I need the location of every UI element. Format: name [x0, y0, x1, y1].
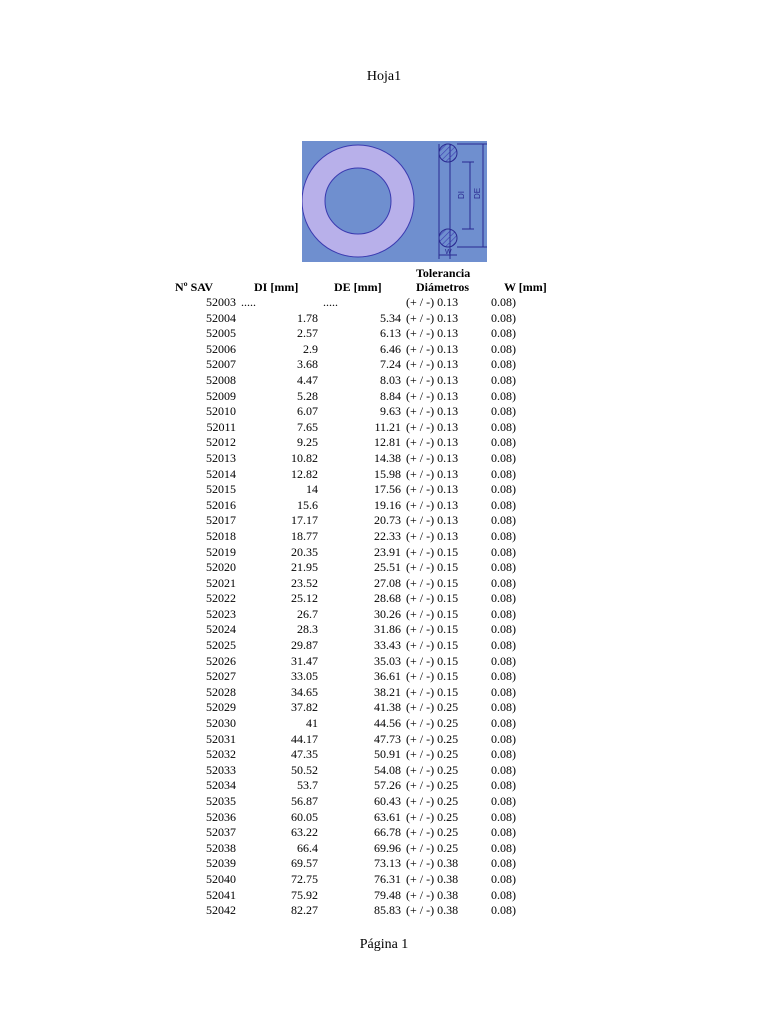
cell-de: .....	[323, 295, 338, 309]
cell-de: 25.51	[374, 560, 401, 575]
cell-w: 0.08)	[491, 794, 516, 808]
cell-sav: 52035	[206, 794, 236, 808]
cell-w: 0.08)	[491, 466, 516, 481]
table-row	[0, 700, 768, 716]
cell-di: 50.52	[291, 762, 318, 777]
cell-w: 0.08)	[491, 404, 516, 419]
cell-w: 0.08)	[491, 372, 516, 387]
cell-de: 9.63	[380, 404, 401, 419]
header-sav: Nº SAV	[175, 280, 214, 294]
cell-w: 0.08)	[491, 825, 516, 840]
cell-w: 0.08)	[491, 700, 516, 715]
cell-w: 0.08)	[491, 528, 516, 543]
cell-tolerance: (+ / -) 0.13	[406, 295, 459, 309]
cell-di: 25.12	[291, 591, 318, 606]
cell-w: 0.08)	[491, 887, 516, 902]
table-row	[0, 560, 768, 576]
cell-tolerance: (+ / -) 0.25	[406, 778, 459, 793]
cell-de: 23.91	[374, 544, 401, 559]
cell-di: 26.7	[297, 606, 318, 621]
header-de: DE [mm]	[334, 280, 382, 294]
cell-w: 0.08)	[491, 840, 516, 855]
table-row	[0, 888, 768, 904]
cell-w: 0.08)	[491, 856, 516, 871]
cell-w: 0.08)	[491, 762, 516, 777]
cell-sav: 52023	[206, 606, 236, 621]
cell-tolerance: (+ / -) 0.38	[406, 887, 459, 902]
table-row	[0, 311, 768, 327]
cell-w: 0.08)	[491, 871, 516, 886]
cell-tolerance: (+ / -) 0.13	[406, 450, 459, 465]
cell-di: 23.52	[291, 575, 318, 590]
table-row	[0, 342, 768, 358]
cell-de: 54.08	[374, 762, 401, 777]
w-label: W	[445, 249, 452, 256]
cell-de: 12.81	[374, 435, 401, 450]
table-row	[0, 357, 768, 373]
cell-di: 60.05	[291, 809, 318, 824]
cell-w: 0.08)	[491, 591, 516, 606]
cell-di: 2.57	[297, 326, 318, 341]
cell-sav: 52018	[206, 528, 236, 543]
cell-di: 3.68	[297, 357, 318, 372]
cell-tolerance: (+ / -) 0.13	[406, 326, 459, 341]
cell-de: 28.68	[374, 591, 401, 606]
cell-de: 8.03	[380, 372, 401, 387]
cell-sav: 52015	[206, 482, 236, 497]
cell-tolerance: (+ / -) 0.13	[406, 341, 459, 356]
cell-tolerance: (+ / -) 0.13	[406, 482, 459, 497]
cell-sav: 52012	[206, 435, 236, 450]
cell-w: 0.08)	[491, 341, 516, 356]
table-row	[0, 810, 768, 826]
cell-w: 0.08)	[491, 731, 516, 746]
cell-tolerance: (+ / -) 0.15	[406, 544, 459, 559]
cell-sav: 52037	[206, 825, 236, 840]
cell-w: 0.08)	[491, 326, 516, 341]
cell-sav: 52034	[206, 778, 236, 793]
cell-tolerance: (+ / -) 0.13	[406, 513, 459, 528]
cell-w: 0.08)	[491, 295, 516, 309]
table-row	[0, 716, 768, 732]
cell-tolerance: (+ / -) 0.13	[406, 466, 459, 481]
cell-tolerance: (+ / -) 0.15	[406, 653, 459, 668]
cell-w: 0.08)	[491, 435, 516, 450]
table-row	[0, 498, 768, 514]
cell-di: 15.6	[297, 497, 318, 512]
cell-sav: 52038	[206, 840, 236, 855]
section-bottom	[439, 229, 457, 247]
header-tolerance-line1: Tolerancia	[416, 266, 471, 280]
table-row	[0, 404, 768, 420]
cell-de: 50.91	[374, 747, 401, 762]
cell-de: 6.13	[380, 326, 401, 341]
table-row	[0, 591, 768, 607]
cell-de: 5.34	[380, 310, 401, 325]
cell-de: 30.26	[374, 606, 401, 621]
cell-w: 0.08)	[491, 482, 516, 497]
cell-di: 31.47	[291, 653, 318, 668]
cell-w: 0.08)	[491, 606, 516, 621]
table-row	[0, 763, 768, 779]
cell-tolerance: (+ / -) 0.13	[406, 357, 459, 372]
sheet-title: Hoja1	[366, 69, 402, 84]
table-row	[0, 451, 768, 467]
cell-tolerance: (+ / -) 0.13	[406, 528, 459, 543]
cell-w: 0.08)	[491, 638, 516, 653]
cell-de: 6.46	[380, 341, 401, 356]
table-row	[0, 825, 768, 841]
cell-w: 0.08)	[491, 388, 516, 403]
cell-sav: 52005	[206, 326, 236, 341]
cell-de: 17.56	[374, 482, 401, 497]
cell-sav: 52030	[206, 716, 236, 731]
cell-di: 34.65	[291, 684, 318, 699]
cell-di: 9.25	[297, 435, 318, 450]
table-row	[0, 654, 768, 670]
cell-w: 0.08)	[491, 778, 516, 793]
table-row	[0, 778, 768, 794]
cell-tolerance: (+ / -) 0.15	[406, 560, 459, 575]
cell-sav: 52032	[206, 747, 236, 762]
cell-w: 0.08)	[491, 684, 516, 699]
cell-di: 82.27	[291, 903, 318, 918]
header-tolerance-line2: Diámetros	[416, 280, 470, 294]
cell-de: 63.61	[374, 809, 401, 824]
cell-di: 69.57	[291, 856, 318, 871]
cell-de: 8.84	[380, 388, 401, 403]
cell-di: 33.05	[291, 669, 318, 684]
cell-de: 33.43	[374, 638, 401, 653]
cell-de: 85.83	[374, 903, 401, 918]
cell-w: 0.08)	[491, 450, 516, 465]
table-row	[0, 373, 768, 389]
cell-sav: 52029	[206, 700, 236, 715]
cell-de: 69.96	[374, 840, 401, 855]
cell-de: 57.26	[374, 778, 401, 793]
cell-w: 0.08)	[491, 560, 516, 575]
cell-sav: 52003	[206, 295, 236, 309]
cell-sav: 52017	[206, 513, 236, 528]
cell-w: 0.08)	[491, 903, 516, 918]
cell-w: 0.08)	[491, 310, 516, 325]
cell-sav: 52011	[206, 419, 236, 434]
cell-tolerance: (+ / -) 0.25	[406, 716, 459, 731]
table-row	[0, 732, 768, 748]
cell-de: 22.33	[374, 528, 401, 543]
table-row	[0, 529, 768, 545]
cell-sav: 52025	[206, 638, 236, 653]
table-row	[0, 576, 768, 592]
page-footer: Página 1	[359, 937, 409, 952]
cell-sav: 52006	[206, 341, 236, 356]
cell-de: 60.43	[374, 794, 401, 808]
cell-w: 0.08)	[491, 809, 516, 824]
cell-di: 1.78	[297, 310, 318, 325]
cell-sav: 52004	[206, 310, 236, 325]
cell-de: 38.21	[374, 684, 401, 699]
cell-di: 21.95	[291, 560, 318, 575]
cell-sav: 52027	[206, 669, 236, 684]
cell-sav: 52036	[206, 809, 236, 824]
cell-de: 15.98	[374, 466, 401, 481]
cell-di: 41	[306, 716, 318, 731]
cell-w: 0.08)	[491, 747, 516, 762]
cell-w: 0.08)	[491, 544, 516, 559]
cell-di: 17.17	[291, 513, 318, 528]
cell-tolerance: (+ / -) 0.13	[406, 388, 459, 403]
cell-tolerance: (+ / -) 0.13	[406, 435, 459, 450]
table-row	[0, 747, 768, 763]
cell-tolerance: (+ / -) 0.25	[406, 747, 459, 762]
cell-w: 0.08)	[491, 669, 516, 684]
cell-w: 0.08)	[491, 419, 516, 434]
cell-sav: 52014	[206, 466, 236, 481]
cell-sav: 52016	[206, 497, 236, 512]
cell-tolerance: (+ / -) 0.38	[406, 871, 459, 886]
header-w: W [mm]	[504, 280, 547, 294]
table-row	[0, 638, 768, 654]
cell-tolerance: (+ / -) 0.25	[406, 762, 459, 777]
cell-di: 44.17	[291, 731, 318, 746]
cell-tolerance: (+ / -) 0.25	[406, 700, 459, 715]
de-label: DE	[473, 187, 482, 199]
table-row	[0, 872, 768, 888]
table-row	[0, 389, 768, 405]
table-row	[0, 669, 768, 685]
header-di: DI [mm]	[254, 280, 299, 294]
cell-tolerance: (+ / -) 0.25	[406, 731, 459, 746]
oring-diagram	[302, 141, 487, 262]
cell-tolerance: (+ / -) 0.38	[406, 856, 459, 871]
cell-di: 2.9	[303, 341, 318, 356]
cell-sav: 52020	[206, 560, 236, 575]
cell-tolerance: (+ / -) 0.25	[406, 794, 459, 808]
cell-de: 27.08	[374, 575, 401, 590]
cell-di: 56.87	[291, 794, 318, 808]
cell-di: 63.22	[291, 825, 318, 840]
table-row	[0, 467, 768, 483]
cell-de: 76.31	[374, 871, 401, 886]
cell-tolerance: (+ / -) 0.13	[406, 310, 459, 325]
cell-sav: 52039	[206, 856, 236, 871]
cell-sav: 52024	[206, 622, 236, 637]
table-row	[0, 841, 768, 857]
cell-tolerance: (+ / -) 0.15	[406, 591, 459, 606]
cell-di: 29.87	[291, 638, 318, 653]
cell-di: 7.65	[297, 419, 318, 434]
cell-tolerance: (+ / -) 0.15	[406, 606, 459, 621]
cell-di: 53.7	[297, 778, 318, 793]
cell-tolerance: (+ / -) 0.38	[406, 903, 459, 918]
section-top	[439, 144, 457, 162]
table-row	[0, 435, 768, 451]
cell-w: 0.08)	[491, 575, 516, 590]
cell-tolerance: (+ / -) 0.15	[406, 638, 459, 653]
cell-de: 7.24	[380, 357, 401, 372]
cell-sav: 52022	[206, 591, 236, 606]
cell-tolerance: (+ / -) 0.15	[406, 575, 459, 590]
cell-w: 0.08)	[491, 357, 516, 372]
cell-di: 5.28	[297, 388, 318, 403]
cell-de: 11.21	[374, 419, 401, 434]
cell-sav: 52021	[206, 575, 236, 590]
table-row	[0, 420, 768, 436]
cell-di: 28.3	[297, 622, 318, 637]
cell-tolerance: (+ / -) 0.15	[406, 684, 459, 699]
cell-de: 79.48	[374, 887, 401, 902]
table-row	[0, 482, 768, 498]
cell-sav: 52041	[206, 887, 236, 902]
cell-di: 14	[306, 482, 318, 497]
cell-w: 0.08)	[491, 497, 516, 512]
cell-sav: 52031	[206, 731, 236, 746]
cell-sav: 52007	[206, 357, 236, 372]
table-row	[0, 794, 768, 810]
table-row	[0, 326, 768, 342]
cell-de: 44.56	[374, 716, 401, 731]
cell-sav: 52040	[206, 871, 236, 886]
table-row	[0, 856, 768, 872]
table-row	[0, 622, 768, 638]
cell-w: 0.08)	[491, 653, 516, 668]
cell-di: 37.82	[291, 700, 318, 715]
cell-di: 72.75	[291, 871, 318, 886]
cell-di: 4.47	[297, 372, 318, 387]
cell-di: 66.4	[297, 840, 318, 855]
cell-sav: 52008	[206, 372, 236, 387]
cell-tolerance: (+ / -) 0.25	[406, 825, 459, 840]
cell-w: 0.08)	[491, 716, 516, 731]
cell-sav: 52026	[206, 653, 236, 668]
cell-de: 14.38	[374, 450, 401, 465]
cell-de: 41.38	[374, 700, 401, 715]
oring-inner-hole	[325, 168, 391, 234]
cell-tolerance: (+ / -) 0.13	[406, 404, 459, 419]
cell-tolerance: (+ / -) 0.13	[406, 497, 459, 512]
cell-de: 35.03	[374, 653, 401, 668]
table-row	[0, 295, 768, 311]
cell-sav: 52019	[206, 544, 236, 559]
cell-di: .....	[241, 295, 256, 309]
cell-sav: 52013	[206, 450, 236, 465]
cell-sav: 52028	[206, 684, 236, 699]
cell-tolerance: (+ / -) 0.15	[406, 669, 459, 684]
cell-di: 6.07	[297, 404, 318, 419]
table-row	[0, 903, 768, 919]
cell-di: 75.92	[291, 887, 318, 902]
cell-de: 31.86	[374, 622, 401, 637]
cell-sav: 52033	[206, 762, 236, 777]
table-row	[0, 513, 768, 529]
table-row	[0, 545, 768, 561]
cell-di: 20.35	[291, 544, 318, 559]
cell-tolerance: (+ / -) 0.25	[406, 809, 459, 824]
cell-de: 19.16	[374, 497, 401, 512]
cell-tolerance: (+ / -) 0.13	[406, 419, 459, 434]
cell-di: 18.77	[291, 528, 318, 543]
cell-tolerance: (+ / -) 0.25	[406, 840, 459, 855]
cell-de: 47.73	[374, 731, 401, 746]
cell-di: 47.35	[291, 747, 318, 762]
cell-tolerance: (+ / -) 0.15	[406, 622, 459, 637]
cell-di: 12.82	[291, 466, 318, 481]
table-body	[0, 295, 768, 919]
cell-de: 66.78	[374, 825, 401, 840]
table-row	[0, 607, 768, 623]
table-header	[0, 266, 768, 296]
cell-sav: 52009	[206, 388, 236, 403]
di-label: DI	[457, 191, 466, 199]
cell-de: 36.61	[374, 669, 401, 684]
cell-w: 0.08)	[491, 622, 516, 637]
cell-sav: 52042	[206, 903, 236, 918]
cell-tolerance: (+ / -) 0.13	[406, 372, 459, 387]
cell-sav: 52010	[206, 404, 236, 419]
table-row	[0, 685, 768, 701]
cell-w: 0.08)	[491, 513, 516, 528]
cell-de: 20.73	[374, 513, 401, 528]
cell-de: 73.13	[374, 856, 401, 871]
cell-di: 10.82	[291, 450, 318, 465]
